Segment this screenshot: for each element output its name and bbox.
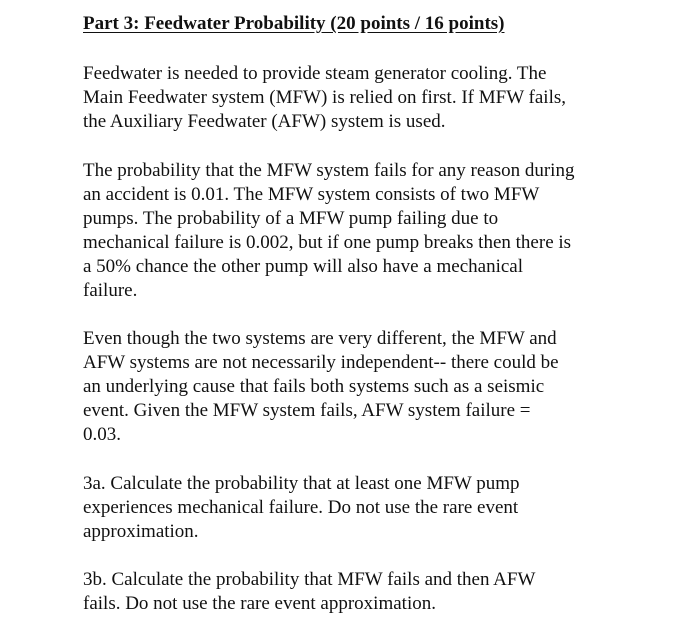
dependency-paragraph [83, 327, 643, 447]
intro-paragraph [83, 62, 643, 134]
mfw-probability-paragraph [83, 159, 643, 303]
paragraph-line: approximation. [83, 521, 199, 542]
paragraph-line: 0.03. [83, 424, 121, 445]
paragraph-line: 3a. Calculate the probability that at least one MFW pump [83, 473, 520, 494]
paragraph-line: pumps. The probability of a MFW pump failing due to [83, 208, 499, 229]
paragraph-line: an underlying cause that fails both systems such as a seismic [83, 376, 545, 397]
paragraph-line: Feedwater is needed to provide steam generator cooling. The [83, 63, 547, 84]
question-3a [83, 472, 643, 544]
paragraph-line: the Auxiliary Feedwater (AFW) system is used. [83, 111, 446, 132]
paragraph-line: mechanical failure is 0.002, but if one pump breaks then there is [83, 232, 572, 253]
paragraph-line: Main Feedwater system (MFW) is relied on first. If MFW fails, [83, 87, 567, 108]
paragraph-line: 3b. Calculate the probability that MFW fails and then AFW [83, 569, 536, 590]
paragraph-line: experiences mechanical failure. Do not use the rare event [83, 497, 519, 518]
paragraph-line: a 50% chance the other pump will also have a mechanical [83, 256, 523, 277]
paragraph-line: fails. Do not use the rare event approximation. [83, 593, 436, 614]
paragraph-line: failure. [83, 280, 138, 301]
paragraph-line: an accident is 0.01. The MFW system consists of two MFW [83, 184, 540, 205]
question-3b [83, 568, 643, 616]
section-title: Part 3: Feedwater Probability (20 points / 16 points) [83, 13, 505, 34]
paragraph-line: Even though the two systems are very different, the MFW and [83, 328, 557, 349]
paragraph-line: AFW systems are not necessarily independent-- there could be [83, 352, 559, 373]
paragraph-line: The probability that the MFW system fails for any reason during [83, 160, 575, 181]
paragraph-line: event. Given the MFW system fails, AFW system failure = [83, 400, 531, 421]
